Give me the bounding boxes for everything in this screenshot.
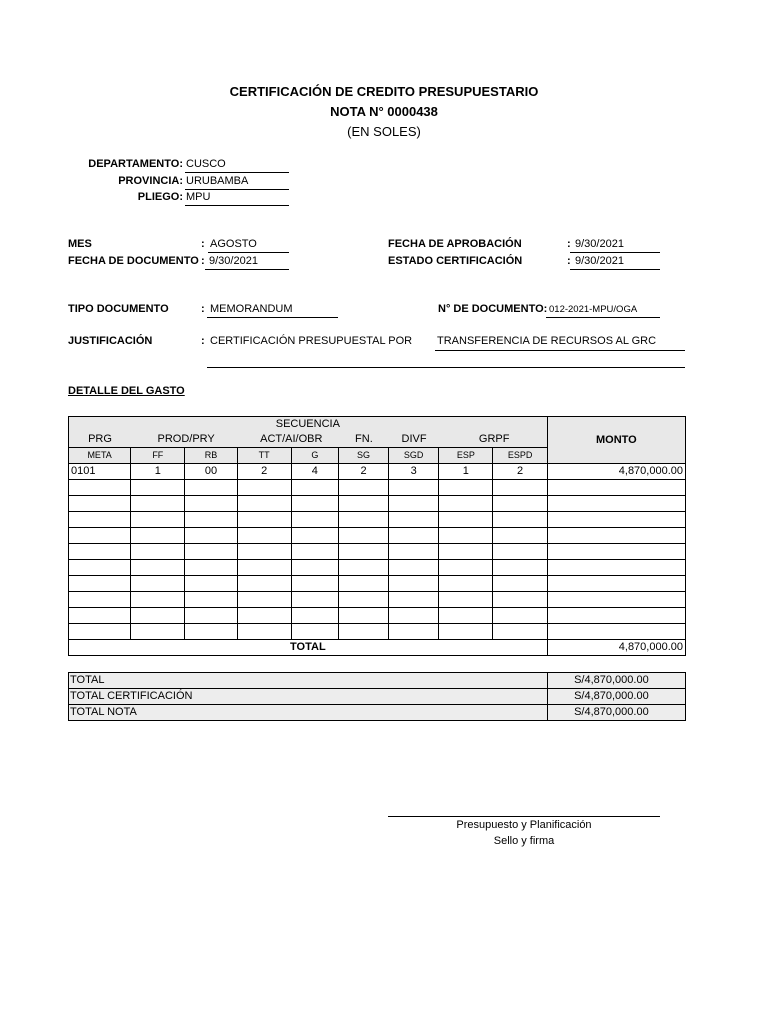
sub-header-espd: ESPD <box>493 448 547 464</box>
group-header-row <box>69 432 548 448</box>
document-title: CERTIFICACIÓN DE CREDITO PRESUPUESTARIO <box>229 84 539 99</box>
secuencia-header: SECUENCIA <box>69 417 548 433</box>
cell-rb: 00 <box>185 464 237 480</box>
numero-documento-label: N° DE DOCUMENTO: <box>438 303 548 315</box>
justificacion-underline-2 <box>207 367 685 368</box>
group-header-fn: FN. <box>355 433 373 445</box>
group-header-prod-pry: PROD/PRY <box>157 433 215 445</box>
sub-header-sgd: SGD <box>389 448 439 464</box>
estado-certificacion-label: ESTADO CERTIFICACIÓN <box>388 255 523 267</box>
empty-row <box>69 512 686 528</box>
fecha-aprobacion-label: FECHA DE APROBACIÓN <box>388 238 522 250</box>
provincia-value: URUBAMBA <box>186 175 249 187</box>
total-label: TOTAL <box>69 673 548 689</box>
cell-monto: 4,870,000.00 <box>547 464 685 480</box>
empty-row <box>69 576 686 592</box>
departamento-label: DEPARTAMENTO: <box>88 158 183 170</box>
fecha-documento-label: FECHA DE DOCUMENTO <box>68 255 199 267</box>
total-nota-label: TOTAL NOTA <box>69 705 548 721</box>
group-header-prg: PRG <box>88 433 112 445</box>
sub-header-g: G <box>291 448 338 464</box>
justificacion-text-1: CERTIFICACIÓN PRESUPUESTAL POR <box>210 335 413 347</box>
justificacion-text-2: TRANSFERENCIA DE RECURSOS AL GRC <box>437 335 657 347</box>
empty-row <box>69 544 686 560</box>
colon: : <box>567 238 571 250</box>
table-total-label: TOTAL <box>69 640 548 656</box>
totals-table <box>68 672 686 721</box>
group-header-act-ai-obr: ACT/AI/OBR <box>260 433 323 445</box>
total-nota-value: S/4,870,000.00 <box>548 705 686 721</box>
mes-label: MES <box>68 238 92 250</box>
sub-header-meta: META <box>69 448 131 464</box>
provincia-underline <box>185 189 289 190</box>
group-header-divf: DIVF <box>401 433 427 445</box>
empty-row <box>69 528 686 544</box>
nota-number: NOTA N° 0000438 <box>330 104 438 119</box>
sub-header-tt: TT <box>237 448 291 464</box>
empty-row <box>69 480 686 496</box>
estado-certificacion-underline <box>570 269 660 270</box>
detalle-gasto-table <box>68 416 686 656</box>
monto-header: MONTO <box>547 417 685 464</box>
currency-note: (EN SOLES) <box>347 124 421 139</box>
total-row <box>69 673 686 689</box>
fecha-aprobacion-value: 9/30/2021 <box>575 238 624 250</box>
provincia-label: PROVINCIA: <box>118 175 183 187</box>
numero-documento-underline <box>546 317 660 318</box>
empty-row <box>69 592 686 608</box>
cell-sg: 2 <box>338 464 388 480</box>
tipo-documento-value: MEMORANDUM <box>210 303 293 315</box>
empty-row <box>69 560 686 576</box>
departamento-value: CUSCO <box>186 158 226 170</box>
cell-sgd: 3 <box>389 464 439 480</box>
total-certificacion-row <box>69 689 686 705</box>
empty-row <box>69 496 686 512</box>
detalle-gasto-heading: DETALLE DEL GASTO <box>68 385 185 397</box>
table-total-value: 4,870,000.00 <box>547 640 685 656</box>
pliego-label: PLIEGO: <box>137 191 183 203</box>
tipo-documento-label: TIPO DOCUMENTO <box>68 303 169 315</box>
signature-line <box>388 816 660 817</box>
tipo-documento-underline <box>207 317 338 318</box>
group-header-grpf: GRPF <box>478 433 510 445</box>
colon: : <box>201 303 205 315</box>
pliego-value: MPU <box>186 191 211 203</box>
total-certificacion-label: TOTAL CERTIFICACIÓN <box>69 689 548 705</box>
sub-header-esp: ESP <box>439 448 493 464</box>
total-nota-row <box>69 705 686 721</box>
colon: : <box>567 255 571 267</box>
colon: : <box>201 255 205 267</box>
table-total-row <box>69 640 686 656</box>
total-certificacion-value: S/4,870,000.00 <box>548 689 686 705</box>
mes-underline <box>208 252 289 253</box>
fecha-documento-value: 9/30/2021 <box>209 255 258 267</box>
table-row <box>69 464 686 480</box>
sub-header-sg: SG <box>338 448 388 464</box>
cell-espd: 2 <box>493 464 547 480</box>
colon: : <box>201 238 205 250</box>
fecha-aprobacion-underline <box>570 252 660 253</box>
numero-documento-value: 012-2021-MPU/OGA <box>549 304 638 315</box>
cell-meta: 0101 <box>69 464 131 480</box>
justificacion-underline-1 <box>435 350 685 351</box>
departamento-underline <box>185 172 289 173</box>
estado-certificacion-value: 9/30/2021 <box>575 255 624 267</box>
cell-g: 4 <box>291 464 338 480</box>
mes-value: AGOSTO <box>210 238 257 250</box>
sub-header-ff: FF <box>131 448 185 464</box>
cell-ff: 1 <box>131 464 185 480</box>
justificacion-label: JUSTIFICACIÓN <box>68 335 153 347</box>
colon: : <box>201 335 205 347</box>
cell-tt: 2 <box>237 464 291 480</box>
fecha-documento-underline <box>205 269 289 270</box>
cell-esp: 1 <box>439 464 493 480</box>
pliego-underline <box>185 205 289 206</box>
sub-header-rb: RB <box>185 448 237 464</box>
signature-caption: Sello y firma <box>493 835 555 847</box>
signature-office: Presupuesto y Planificación <box>456 819 592 831</box>
empty-row <box>69 624 686 640</box>
total-value: S/4,870,000.00 <box>548 673 686 689</box>
empty-row <box>69 608 686 624</box>
